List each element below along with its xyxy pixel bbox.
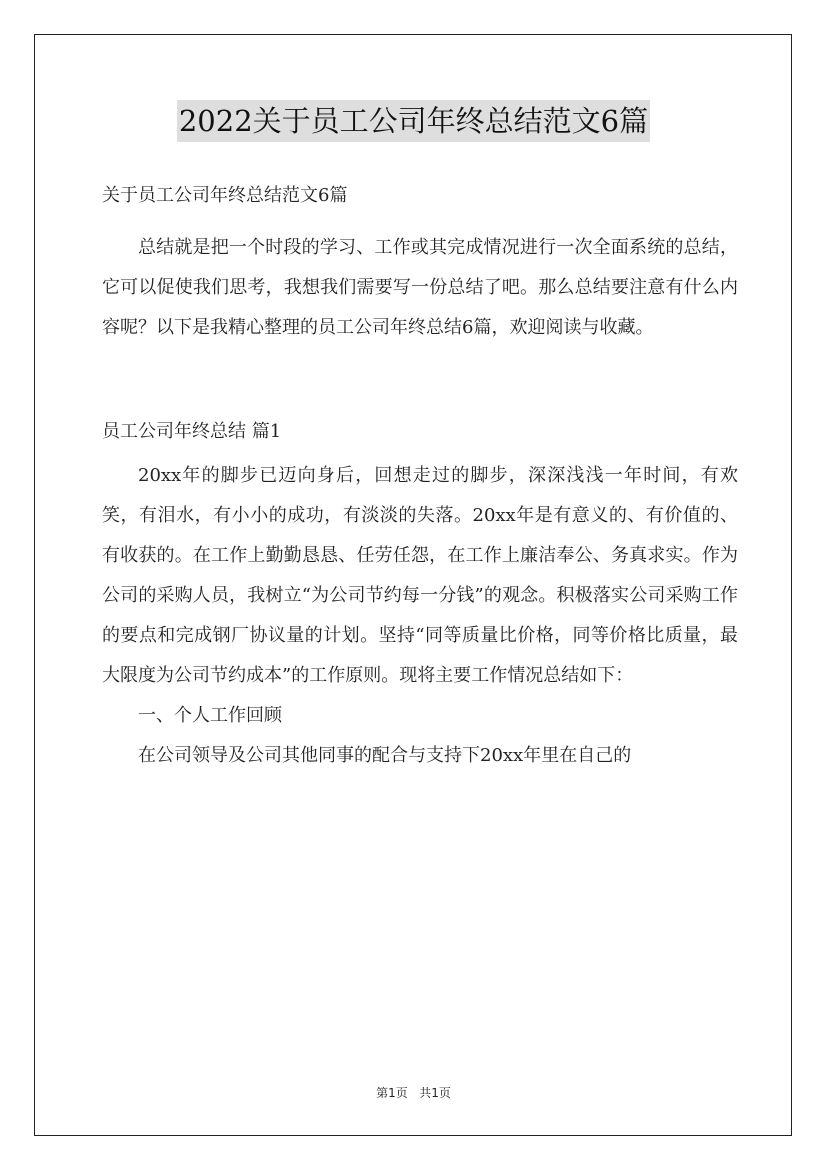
- section-paragraph-2: 在公司领导及公司其他同事的配合与支持下20xx年里在自己的: [138, 745, 632, 766]
- document-body: [102, 176, 738, 776]
- section-paragraph-1: 20xx年的脚步已迈向身后，回想走过的脚步，深深浅浅一年时间，有欢笑，有泪水，有小小的成功，有淡淡的失落。20xx年是有意义的、有价值的、有收获的。在工作上勤勤恳恳、任劳任怨，在工作上廉洁奉公、务真求实。作为公司的采购人员，我树立“为公司节约每一分钱”的观念。积极落实公司采购工作的要点和完成钢厂协议量的计划。坚持“同等质量比价格，同等价格比质量，最大限度为公司节约成本”的工作原则。现将主要工作情况总结如下：: [102, 465, 738, 686]
- document-subtitle: 关于员工公司年终总结范文6篇: [102, 185, 348, 206]
- page-total: 共1页: [419, 1086, 451, 1100]
- document-title: 2022关于员工公司年终总结范文6篇: [177, 100, 650, 142]
- sub-heading-personal-review: 一、个人工作回顾: [138, 705, 282, 726]
- section-spacer: [102, 348, 738, 412]
- title-container: [0, 100, 827, 142]
- page-footer: [0, 1084, 827, 1101]
- intro-paragraph: 总结就是把一个时段的学习、工作或其完成情况进行一次全面系统的总结，它可以促使我们思考，我想我们需要写一份总结了吧。那么总结要注意有什么内容呢？以下是我精心整理的员工公司年终总结6篇，欢迎阅读与收藏。: [102, 237, 738, 338]
- section-heading: 员工公司年终总结 篇1: [102, 421, 282, 442]
- page-number: 第1页: [376, 1086, 408, 1100]
